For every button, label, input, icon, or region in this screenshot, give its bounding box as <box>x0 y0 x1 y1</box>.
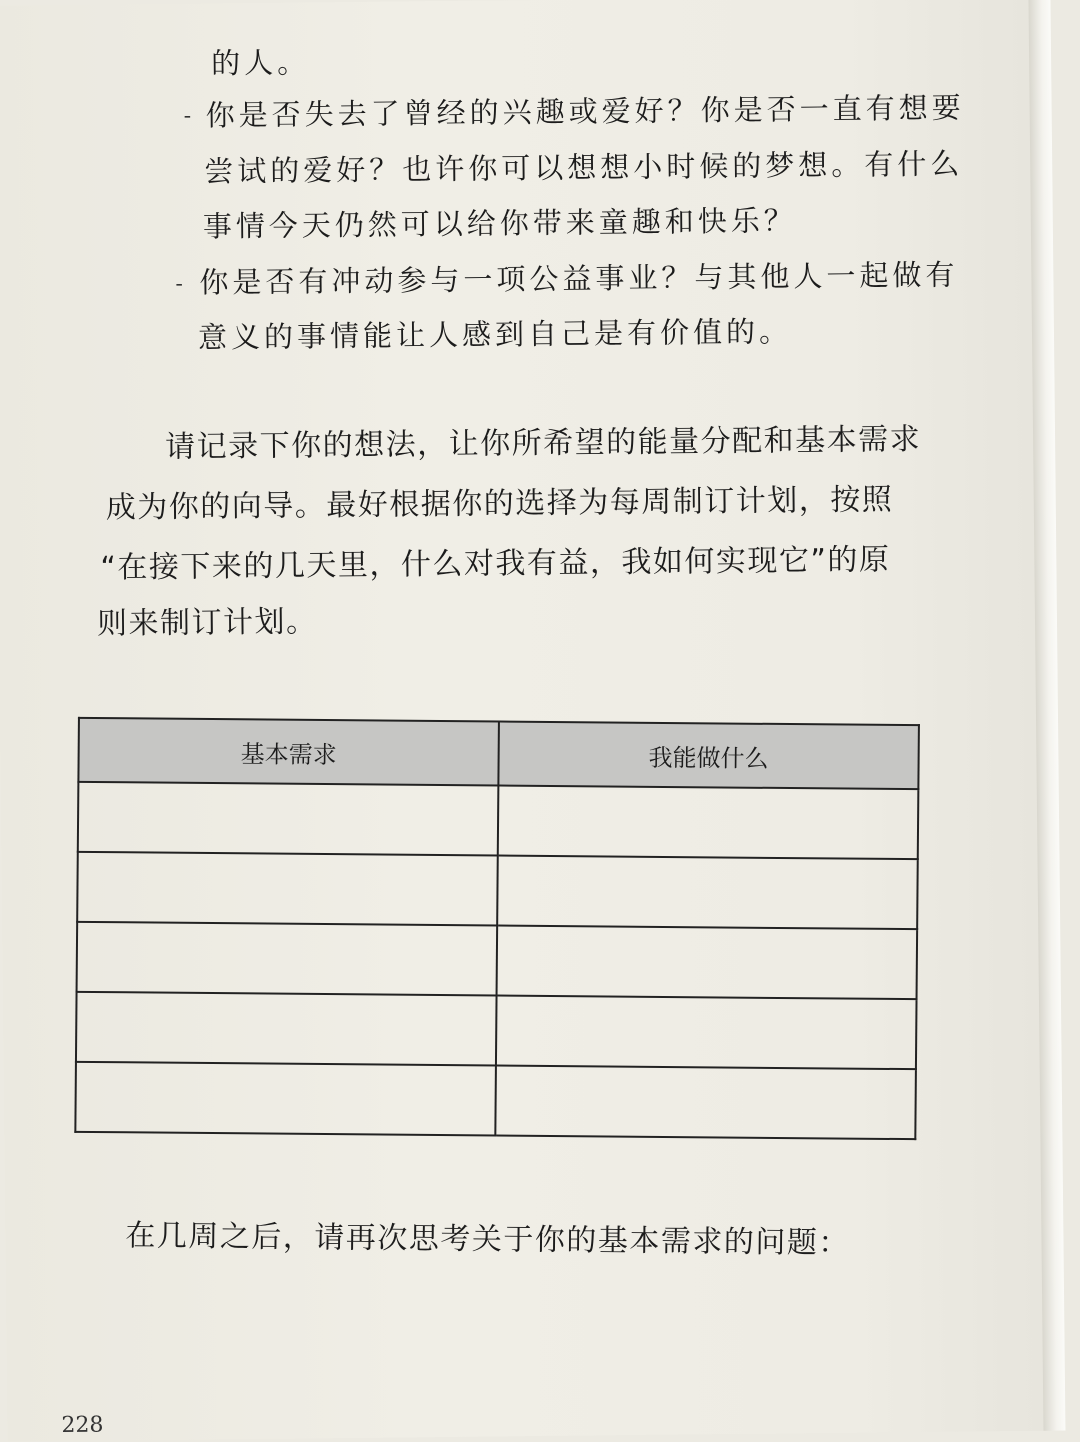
list-item-line: 尝试的爱好？也许你可以想想小时候的梦想。有什么 <box>204 146 964 189</box>
list-item-line: 你是否有冲动参与一项公益事业？与其他人一起做有 <box>199 257 959 300</box>
table-cell <box>75 1062 496 1136</box>
paragraph-line: “在接下来的几天里，什么对我有益，我如何实现它”的原 <box>100 542 891 586</box>
list-item-line: 你是否失去了曾经的兴趣或爱好？你是否一直有想要 <box>205 90 965 133</box>
table-cell <box>77 852 498 926</box>
table-cell <box>497 856 918 930</box>
bullet-marker: - <box>183 103 192 129</box>
closing-line: 在几周之后，请再次思考关于你的基本需求的问题： <box>125 1218 851 1261</box>
table-cell <box>77 922 498 996</box>
page-edge <box>1028 0 1065 1431</box>
table-cell <box>76 992 497 1066</box>
table-header-row <box>78 718 919 789</box>
bullet-marker: - <box>175 271 184 297</box>
page-number: 228 <box>61 1412 104 1439</box>
table-row <box>75 1062 916 1139</box>
paragraph-line: 则来制订计划。 <box>96 604 318 642</box>
table-cell <box>496 996 917 1070</box>
list-item-line: 意义的事情能让人感到自己是有价值的。 <box>197 314 793 355</box>
table-cell <box>497 926 918 1000</box>
column-header-what-i-can-do: 我能做什么 <box>498 722 919 790</box>
table-row <box>77 852 918 929</box>
table-cell <box>78 782 499 856</box>
table-cell <box>498 786 919 860</box>
table-row <box>76 992 917 1069</box>
table-row <box>78 782 919 859</box>
table-cell <box>495 1065 916 1139</box>
paragraph-line: 请记录下你的想法，让你所希望的能量分配和基本需求 <box>164 421 922 465</box>
column-header-basic-needs: 基本需求 <box>78 718 499 786</box>
paragraph-line: 成为你的向导。最好根据你的选择为每周制订计划，按照 <box>105 482 894 526</box>
list-item-line: 的人。 <box>210 45 311 81</box>
table-row <box>77 922 918 999</box>
basic-needs-table <box>74 717 920 1140</box>
list-item-line: 事情今天仍然可以给你带来童趣和快乐？ <box>202 203 797 244</box>
